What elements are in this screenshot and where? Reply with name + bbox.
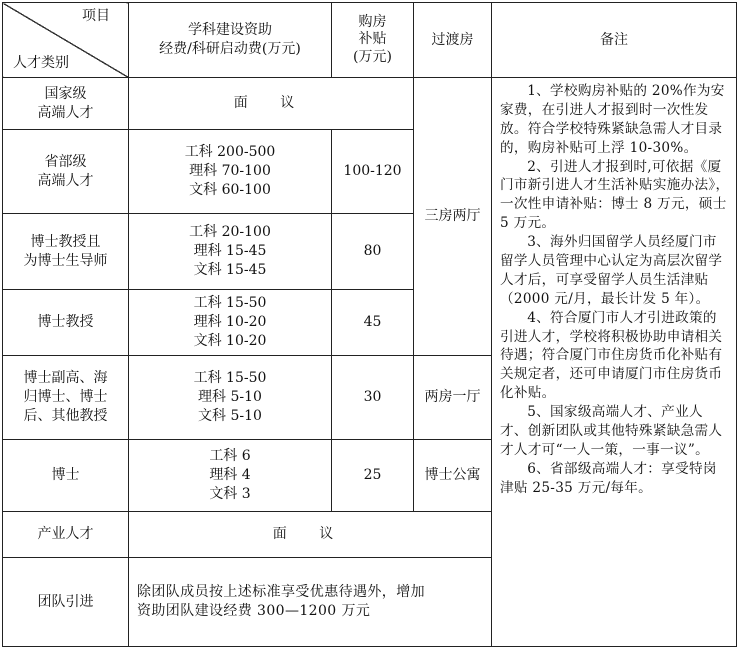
category-line: 博士教授 [37,314,94,331]
subsidy-cell: 25 [332,440,414,512]
funding-line: 文科 10-20 [193,332,267,349]
header-subsidy-line: (万元) [353,48,392,65]
funding-cell [129,440,332,512]
funding-line: 理科 4 [209,467,251,484]
category-line: 高端人才 [37,172,94,189]
funding-line: 工科 15-50 [193,370,267,387]
note-paragraph: 1、学校购房补贴的 20%作为安家费，在引进人才报到时一次性发放。符合学校特殊紧缺急需人才目录的，购房补贴可上浮 10-30%。 [500,83,725,156]
category-cell [3,214,129,290]
header-category-label: 人才类别 [13,55,69,72]
note-paragraph: 6、省部级高端人才：享受特岗津贴 25-35 万元/每年。 [500,460,717,496]
category-line: 产业人才 [37,526,94,543]
funding-line: 理科 5-10 [198,389,262,406]
header-subsidy-line: 补贴 [358,31,387,48]
header-funding-line: 学科建设资助 [188,22,272,39]
subsidy-cell: 30 [332,356,414,440]
team-funding-line: 除团队成员按上述标准享受优惠待遇外，增加 [137,584,425,601]
transition-housing-cell: 三房两厅 [414,78,492,356]
funding-line: 文科 60-100 [189,181,271,198]
category-cell [3,130,129,214]
category-line: 博士副高、海 [23,370,108,387]
funding-line: 工科 20-100 [189,224,271,241]
funding-cell [129,290,332,356]
category-line: 国家级 [44,85,87,102]
category-line: 博士 [51,467,80,484]
funding-line: 理科 15-45 [193,243,267,260]
category-line: 后、其他教授 [23,407,108,424]
notes-cell [492,78,737,647]
funding-negotiable: 面 议 [129,78,414,130]
category-line: 归博士、博士 [23,389,108,406]
funding-line: 工科 15-50 [193,295,267,312]
team-funding-cell [129,558,492,647]
category-cell [3,356,129,440]
funding-negotiable: 面 议 [129,512,492,558]
funding-cell [129,130,332,214]
category-cell [3,558,129,647]
funding-cell [129,214,332,290]
subsidy-cell: 100-120 [332,130,414,214]
header-subsidy-line: 购房 [358,13,387,30]
header-transition-housing: 过渡房 [414,3,492,78]
header-notes: 备注 [492,3,737,78]
subsidy-cell: 45 [332,290,414,356]
note-paragraph: 2、引进人才报到时,可依据《厦门市新引进人才生活补贴实施办法》，一次性申请补贴：博士 8 万元，硕士 5 万元。 [500,158,730,232]
talent-policy-table [2,2,737,647]
funding-line: 工科 200-500 [184,144,276,161]
category-line: 为博士生导师 [23,252,108,269]
transition-housing-cell: 博士公寓 [414,440,492,512]
header-item-label: 项目 [82,8,110,24]
category-cell [3,78,129,130]
category-line: 省部级 [44,153,87,170]
funding-line: 工科 6 [209,448,251,465]
note-paragraph: 5、国家级高端人才、产业人才、创新团队或其他特殊紧缺急需人才人才可“一人一策，一事一议”。 [500,404,723,458]
team-funding-line: 资助团队建设经费 300—1200 万元 [137,603,371,619]
header-funding [129,3,332,78]
funding-line: 理科 70-100 [189,163,271,180]
category-line: 高端人才 [37,104,94,121]
funding-line: 文科 5-10 [198,407,262,424]
funding-line: 文科 3 [209,485,251,502]
diagonal-header-cell [3,3,129,78]
header-housing-subsidy [332,3,414,78]
category-cell [3,440,129,512]
note-paragraph: 4、符合厦门市人才引进政策的引进人才，学校将积极协助申请相关待遇；符合厦门市住房货币化补贴有关规定者，还可申请厦门市住房货币化补贴。 [500,309,723,402]
note-paragraph: 3、海外归国留学人员经厦门市留学人员管理中心认定为高层次留学人才后，可享受留学人员生活津贴（2000 元/月，最长计发 5 年）。 [500,234,723,307]
funding-line: 理科 10-20 [193,314,267,331]
header-funding-line: 经费/科研启动费(万元) [159,41,301,57]
funding-cell [129,356,332,440]
transition-housing-cell: 两房一厅 [414,356,492,440]
category-cell [3,512,129,558]
category-line: 博士教授且 [30,233,101,250]
subsidy-cell: 80 [332,214,414,290]
category-line: 团队引进 [37,593,94,610]
category-cell [3,290,129,356]
funding-line: 文科 15-45 [193,261,267,278]
